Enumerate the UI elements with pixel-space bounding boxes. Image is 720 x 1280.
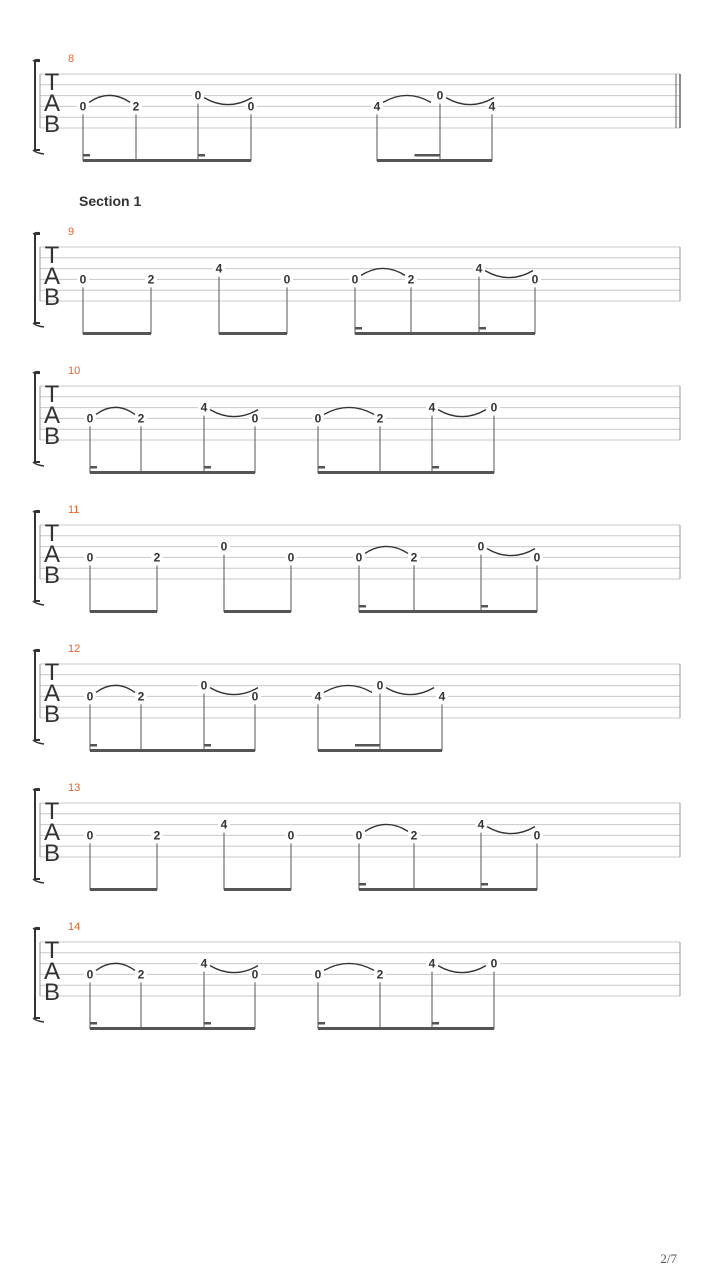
tab-system-11 xyxy=(33,504,680,613)
tie-arc xyxy=(204,98,252,105)
tab-clef-letter: T xyxy=(44,381,60,408)
fret-number: 0 xyxy=(351,272,359,287)
tie-arc xyxy=(96,963,135,970)
tab-system-10 xyxy=(33,365,680,474)
beam xyxy=(481,888,537,891)
beam xyxy=(377,159,440,162)
tie-arc xyxy=(383,95,431,102)
tie-arc xyxy=(324,963,374,970)
tab-clef-letter: A xyxy=(43,90,61,117)
fret-number: 0 xyxy=(251,689,259,704)
fret-number: 0 xyxy=(283,272,291,287)
fret-number: 0 xyxy=(79,99,87,114)
fret-number: 0 xyxy=(314,967,322,982)
fret-number: 0 xyxy=(79,272,87,287)
fret-number: 4 xyxy=(477,817,485,832)
system-bracket xyxy=(35,234,40,323)
beam xyxy=(432,1027,494,1030)
fret-number: 0 xyxy=(251,967,259,982)
tab-clef-letter: T xyxy=(44,937,60,964)
beam xyxy=(90,749,204,752)
beam xyxy=(355,332,479,335)
beam-stub xyxy=(204,744,211,747)
tab-system-14 xyxy=(33,921,680,1030)
beam xyxy=(479,332,535,335)
beam xyxy=(83,332,151,335)
beam xyxy=(83,159,198,162)
beam-stub xyxy=(90,466,97,469)
beam-stub xyxy=(355,327,362,330)
fret-number: 4 xyxy=(475,261,483,276)
fret-number: 4 xyxy=(220,817,228,832)
tab-clef-letter: B xyxy=(43,284,61,311)
tab-clef-letter: A xyxy=(43,402,61,429)
fret-number: 2 xyxy=(153,828,161,843)
tie-arc xyxy=(386,688,434,695)
fret-number: 0 xyxy=(531,272,539,287)
tab-clef-letter: T xyxy=(44,798,60,825)
beam xyxy=(224,610,291,613)
page-number: 2/7 xyxy=(660,1251,677,1266)
measure-number: 13 xyxy=(68,782,81,794)
beam-stub xyxy=(90,1022,97,1025)
tab-clef-letter: T xyxy=(44,520,60,547)
fret-number: 4 xyxy=(200,956,208,971)
beam xyxy=(204,749,255,752)
fret-number: 4 xyxy=(314,689,322,704)
fret-number: 4 xyxy=(200,400,208,415)
tab-system-8 xyxy=(33,53,680,162)
beam xyxy=(481,610,537,613)
system-bracket xyxy=(35,373,40,462)
measure-number: 14 xyxy=(68,921,81,933)
fret-number: 2 xyxy=(132,99,140,114)
beam xyxy=(318,749,380,752)
fret-number: 2 xyxy=(376,967,384,982)
measure-number: 11 xyxy=(68,504,80,516)
tie-arc xyxy=(487,827,535,834)
fret-number: 4 xyxy=(428,956,436,971)
fret-number: 2 xyxy=(376,411,384,426)
beam xyxy=(198,159,251,162)
beam-stub xyxy=(90,744,97,747)
beam xyxy=(219,332,287,335)
fret-number: 0 xyxy=(314,411,322,426)
fret-number: 0 xyxy=(86,689,94,704)
fret-number: 2 xyxy=(137,411,145,426)
beam xyxy=(380,749,442,752)
fret-number: 2 xyxy=(410,550,418,565)
system-bracket xyxy=(35,651,40,740)
system-bracket xyxy=(35,512,40,601)
beam xyxy=(318,471,432,474)
measure-number: 9 xyxy=(68,226,75,238)
fret-number: 0 xyxy=(287,828,295,843)
tie-arc xyxy=(485,271,533,278)
tie-arc xyxy=(438,966,486,973)
beam-stub xyxy=(83,154,90,157)
sixteenth-beam xyxy=(415,154,441,157)
tab-clef-letter: B xyxy=(43,979,61,1006)
fret-number: 0 xyxy=(247,99,255,114)
system-bracket xyxy=(35,790,40,879)
fret-number: 0 xyxy=(355,828,363,843)
system-bracket xyxy=(35,929,40,1018)
tie-arc xyxy=(365,824,408,831)
fret-number: 0 xyxy=(490,956,498,971)
tie-arc xyxy=(89,95,130,102)
tab-clef-letter: T xyxy=(44,69,60,96)
beam xyxy=(318,1027,432,1030)
tab-clef-letter: A xyxy=(43,263,61,290)
beam xyxy=(359,888,481,891)
tie-arc xyxy=(324,407,374,414)
fret-number: 0 xyxy=(436,88,444,103)
tie-arc xyxy=(96,407,135,414)
beam-stub xyxy=(481,605,488,608)
tab-clef-letter: B xyxy=(43,701,61,728)
tab-clef-letter: B xyxy=(43,840,61,867)
tab-clef-letter: B xyxy=(43,562,61,589)
tie-arc xyxy=(96,685,135,692)
measure-number: 8 xyxy=(68,53,75,65)
beam xyxy=(90,471,204,474)
beam xyxy=(432,471,494,474)
fret-number: 0 xyxy=(251,411,259,426)
beam-stub xyxy=(432,466,439,469)
tab-clef-letter: A xyxy=(43,541,61,568)
fret-number: 0 xyxy=(533,550,541,565)
system-bracket xyxy=(35,61,40,150)
measure-number: 12 xyxy=(68,643,81,655)
tie-arc xyxy=(365,546,408,553)
section-title: Section 1 xyxy=(79,193,142,209)
fret-number: 2 xyxy=(410,828,418,843)
tab-system-13 xyxy=(33,782,680,891)
tab-clef-letter: A xyxy=(43,819,61,846)
beam-stub xyxy=(359,605,366,608)
tab-system-9 xyxy=(33,226,680,335)
beam-stub xyxy=(479,327,486,330)
fret-number: 2 xyxy=(147,272,155,287)
beam xyxy=(90,610,157,613)
fret-number: 0 xyxy=(220,539,228,554)
tie-arc xyxy=(487,549,535,556)
tab-clef-letter: B xyxy=(43,423,61,450)
fret-number: 0 xyxy=(376,678,384,693)
fret-number: 0 xyxy=(194,88,202,103)
fret-number: 4 xyxy=(438,689,446,704)
sixteenth-beam xyxy=(355,744,380,747)
fret-number: 2 xyxy=(137,689,145,704)
fret-number: 0 xyxy=(533,828,541,843)
beam-stub xyxy=(432,1022,439,1025)
beam-stub xyxy=(318,1022,325,1025)
tab-clef-letter: T xyxy=(44,242,60,269)
tie-arc xyxy=(438,410,486,417)
fret-number: 0 xyxy=(287,550,295,565)
tab-system-12 xyxy=(33,643,680,752)
fret-number: 0 xyxy=(490,400,498,415)
fret-number: 0 xyxy=(200,678,208,693)
fret-number: 0 xyxy=(355,550,363,565)
tie-arc xyxy=(361,268,405,275)
beam-stub xyxy=(204,466,211,469)
tie-arc xyxy=(324,685,372,692)
fret-number: 2 xyxy=(153,550,161,565)
fret-number: 2 xyxy=(407,272,415,287)
beam-stub xyxy=(481,883,488,886)
fret-number: 4 xyxy=(488,99,496,114)
tab-clef-letter: T xyxy=(44,659,60,686)
tab-clef-letter: A xyxy=(43,958,61,985)
fret-number: 0 xyxy=(477,539,485,554)
tab-clef-letter: B xyxy=(43,111,61,138)
fret-number: 4 xyxy=(373,99,381,114)
beam-stub xyxy=(204,1022,211,1025)
beam xyxy=(90,1027,204,1030)
beam-stub xyxy=(198,154,205,157)
fret-number: 0 xyxy=(86,411,94,426)
beam xyxy=(224,888,291,891)
beam xyxy=(90,888,157,891)
beam-stub xyxy=(359,883,366,886)
fret-number: 0 xyxy=(86,828,94,843)
fret-number: 4 xyxy=(428,400,436,415)
fret-number: 4 xyxy=(215,261,223,276)
fret-number: 2 xyxy=(137,967,145,982)
measure-number: 10 xyxy=(68,365,81,377)
fret-number: 0 xyxy=(86,550,94,565)
beam-stub xyxy=(318,466,325,469)
beam xyxy=(204,1027,255,1030)
beam xyxy=(359,610,481,613)
fret-number: 0 xyxy=(86,967,94,982)
beam xyxy=(204,471,255,474)
beam xyxy=(440,159,492,162)
tab-clef-letter: A xyxy=(43,680,61,707)
